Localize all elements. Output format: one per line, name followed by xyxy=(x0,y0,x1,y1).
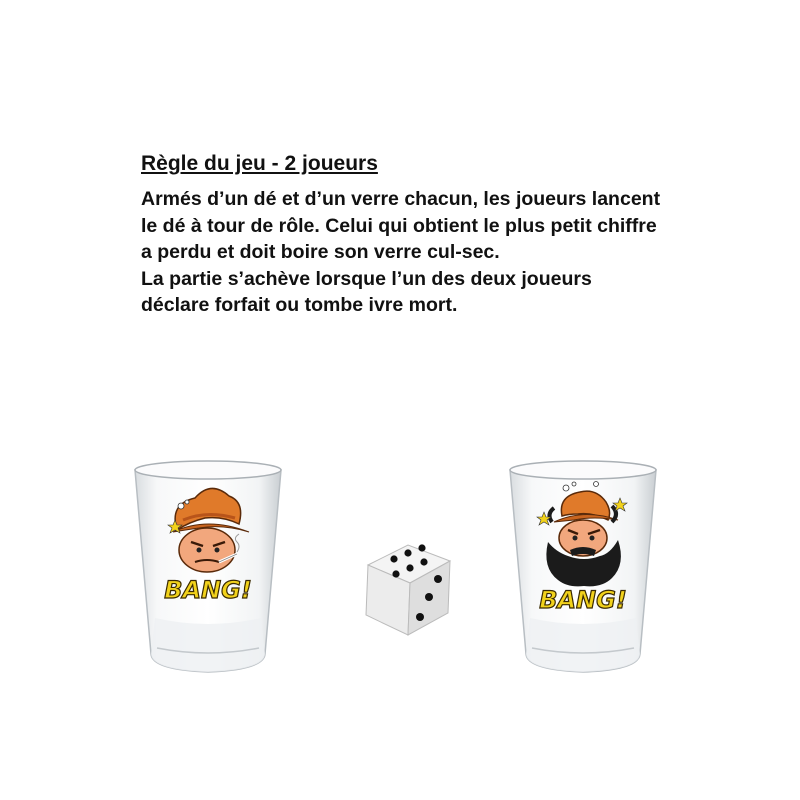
left-glass-bang-text: BANG! xyxy=(164,576,252,604)
rules-text: Armés d’un dé et d’un verre chacun, les joueurs lancent le dé à tour de rôle. Celui qui obtient le plus petit chiffre a perdu et doit boire son verre cul-sec. La partie s’achève lorsque l’un des deux joueurs déclare forfait ou tombe ivre mort. xyxy=(141,188,661,316)
die xyxy=(350,535,460,645)
bearded-cowboy-face-icon xyxy=(508,458,658,678)
product-photo xyxy=(0,440,800,700)
cowboy-face-icon xyxy=(133,458,283,678)
right-shot-glass xyxy=(508,458,658,678)
game-rules xyxy=(141,150,661,319)
rules-title: Règle du jeu - 2 joueurs xyxy=(141,152,378,175)
left-shot-glass xyxy=(133,458,283,678)
die-icon xyxy=(350,535,460,645)
right-glass-bang-text: BANG! xyxy=(539,586,627,614)
